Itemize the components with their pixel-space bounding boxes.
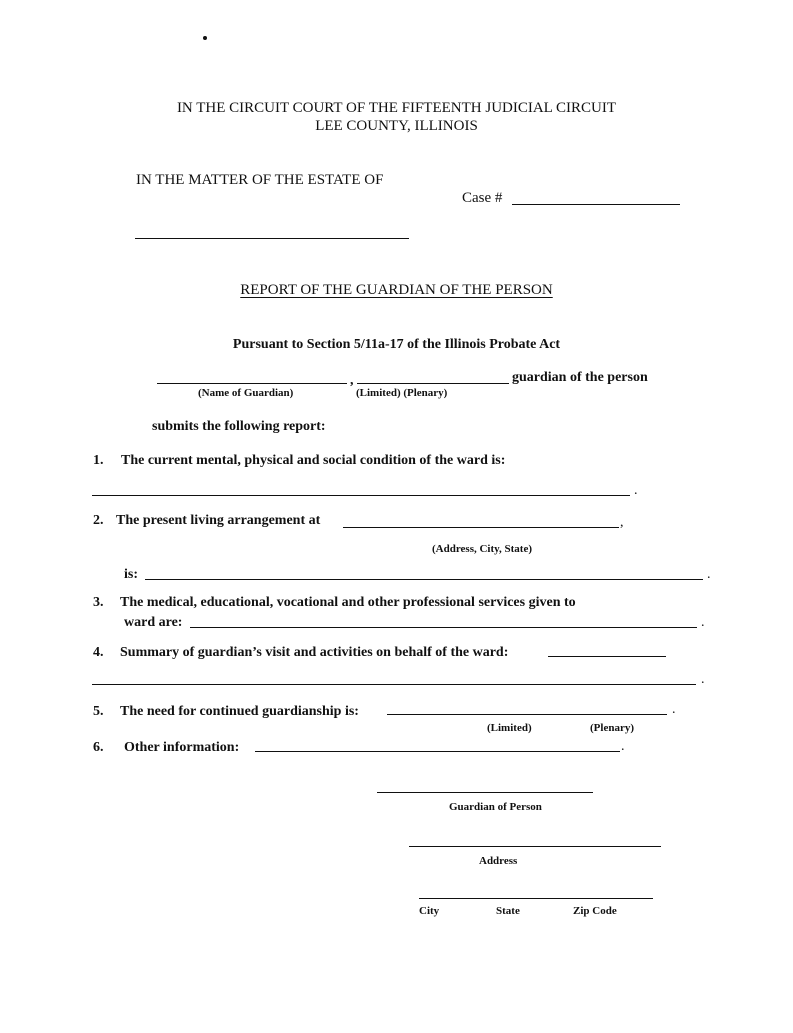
estate-name-field[interactable]: [135, 238, 409, 239]
subtitle: Pursuant to Section 5/11a-17 of the Illinois Probate Act: [232, 337, 561, 352]
state-caption: State: [496, 905, 520, 917]
city-state-zip-field[interactable]: [419, 898, 653, 899]
address-field[interactable]: [409, 846, 661, 847]
guardian-suffix: guardian of the person: [512, 370, 648, 385]
stray-mark: [203, 36, 207, 40]
item-5-caption-plenary: (Plenary): [590, 722, 634, 734]
item-2-caption: (Address, City, State): [432, 543, 533, 555]
item-3-continuation: ward are:: [124, 615, 183, 630]
item-2-address-field[interactable]: [343, 527, 619, 528]
item-4-period: .: [701, 672, 705, 687]
guardian-name-caption: (Name of Guardian): [198, 387, 294, 399]
guardian-signature-caption: Guardian of Person: [449, 801, 542, 813]
page-title: REPORT OF THE GUARDIAN OF THE PERSON: [240, 282, 553, 298]
item-1-field[interactable]: [92, 495, 630, 496]
item-4-inline-field[interactable]: [548, 656, 666, 657]
item-6-number: 6.: [93, 740, 104, 755]
case-number-field[interactable]: [512, 204, 680, 205]
item-1-text: The current mental, physical and social condition of the ward is:: [121, 453, 506, 468]
item-4-number: 4.: [93, 645, 104, 660]
item-3-number: 3.: [93, 595, 104, 610]
county-line: LEE COUNTY, ILLINOIS: [315, 118, 478, 134]
item-3-text: The medical, educational, vocational and other professional services given to: [120, 595, 576, 610]
item-2-comma: ,: [620, 515, 624, 530]
item-3-period: .: [701, 615, 705, 630]
item-2-text: The present living arrangement at: [116, 513, 321, 528]
court-line: IN THE CIRCUIT COURT OF THE FIFTEENTH JUDICIAL CIRCUIT: [176, 100, 617, 116]
submits-text: submits the following report:: [152, 419, 326, 434]
guardian-type-field[interactable]: [357, 383, 509, 384]
guardian-signature-field[interactable]: [377, 792, 593, 793]
item-2-period: .: [707, 567, 711, 582]
item-5-caption-limited: (Limited): [487, 722, 532, 734]
item-2-field[interactable]: [145, 579, 703, 580]
item-5-number: 5.: [93, 704, 104, 719]
case-label: Case #: [462, 190, 503, 206]
item-1-period: .: [634, 483, 638, 498]
item-5-period: .: [672, 702, 676, 717]
guardian-type-caption: (Limited) (Plenary): [356, 387, 448, 399]
city-caption: City: [419, 905, 440, 917]
item-1-number: 1.: [93, 453, 104, 468]
item-4-text: Summary of guardian’s visit and activities on behalf of the ward:: [120, 645, 509, 660]
item-4-field[interactable]: [92, 684, 696, 685]
item-2-continuation: is:: [124, 567, 138, 582]
item-6-period: .: [621, 739, 625, 754]
item-5-field[interactable]: [387, 714, 667, 715]
guardian-name-field[interactable]: [157, 383, 347, 384]
item-6-text: Other information:: [124, 740, 240, 755]
estate-label: IN THE MATTER OF THE ESTATE OF: [136, 172, 384, 188]
item-2-number: 2.: [93, 513, 104, 528]
zip-caption: Zip Code: [573, 905, 617, 917]
address-caption: Address: [479, 855, 518, 867]
guardian-separator: ,: [350, 373, 354, 388]
item-3-field[interactable]: [190, 627, 697, 628]
item-5-text: The need for continued guardianship is:: [120, 704, 359, 719]
item-6-field[interactable]: [255, 751, 620, 752]
